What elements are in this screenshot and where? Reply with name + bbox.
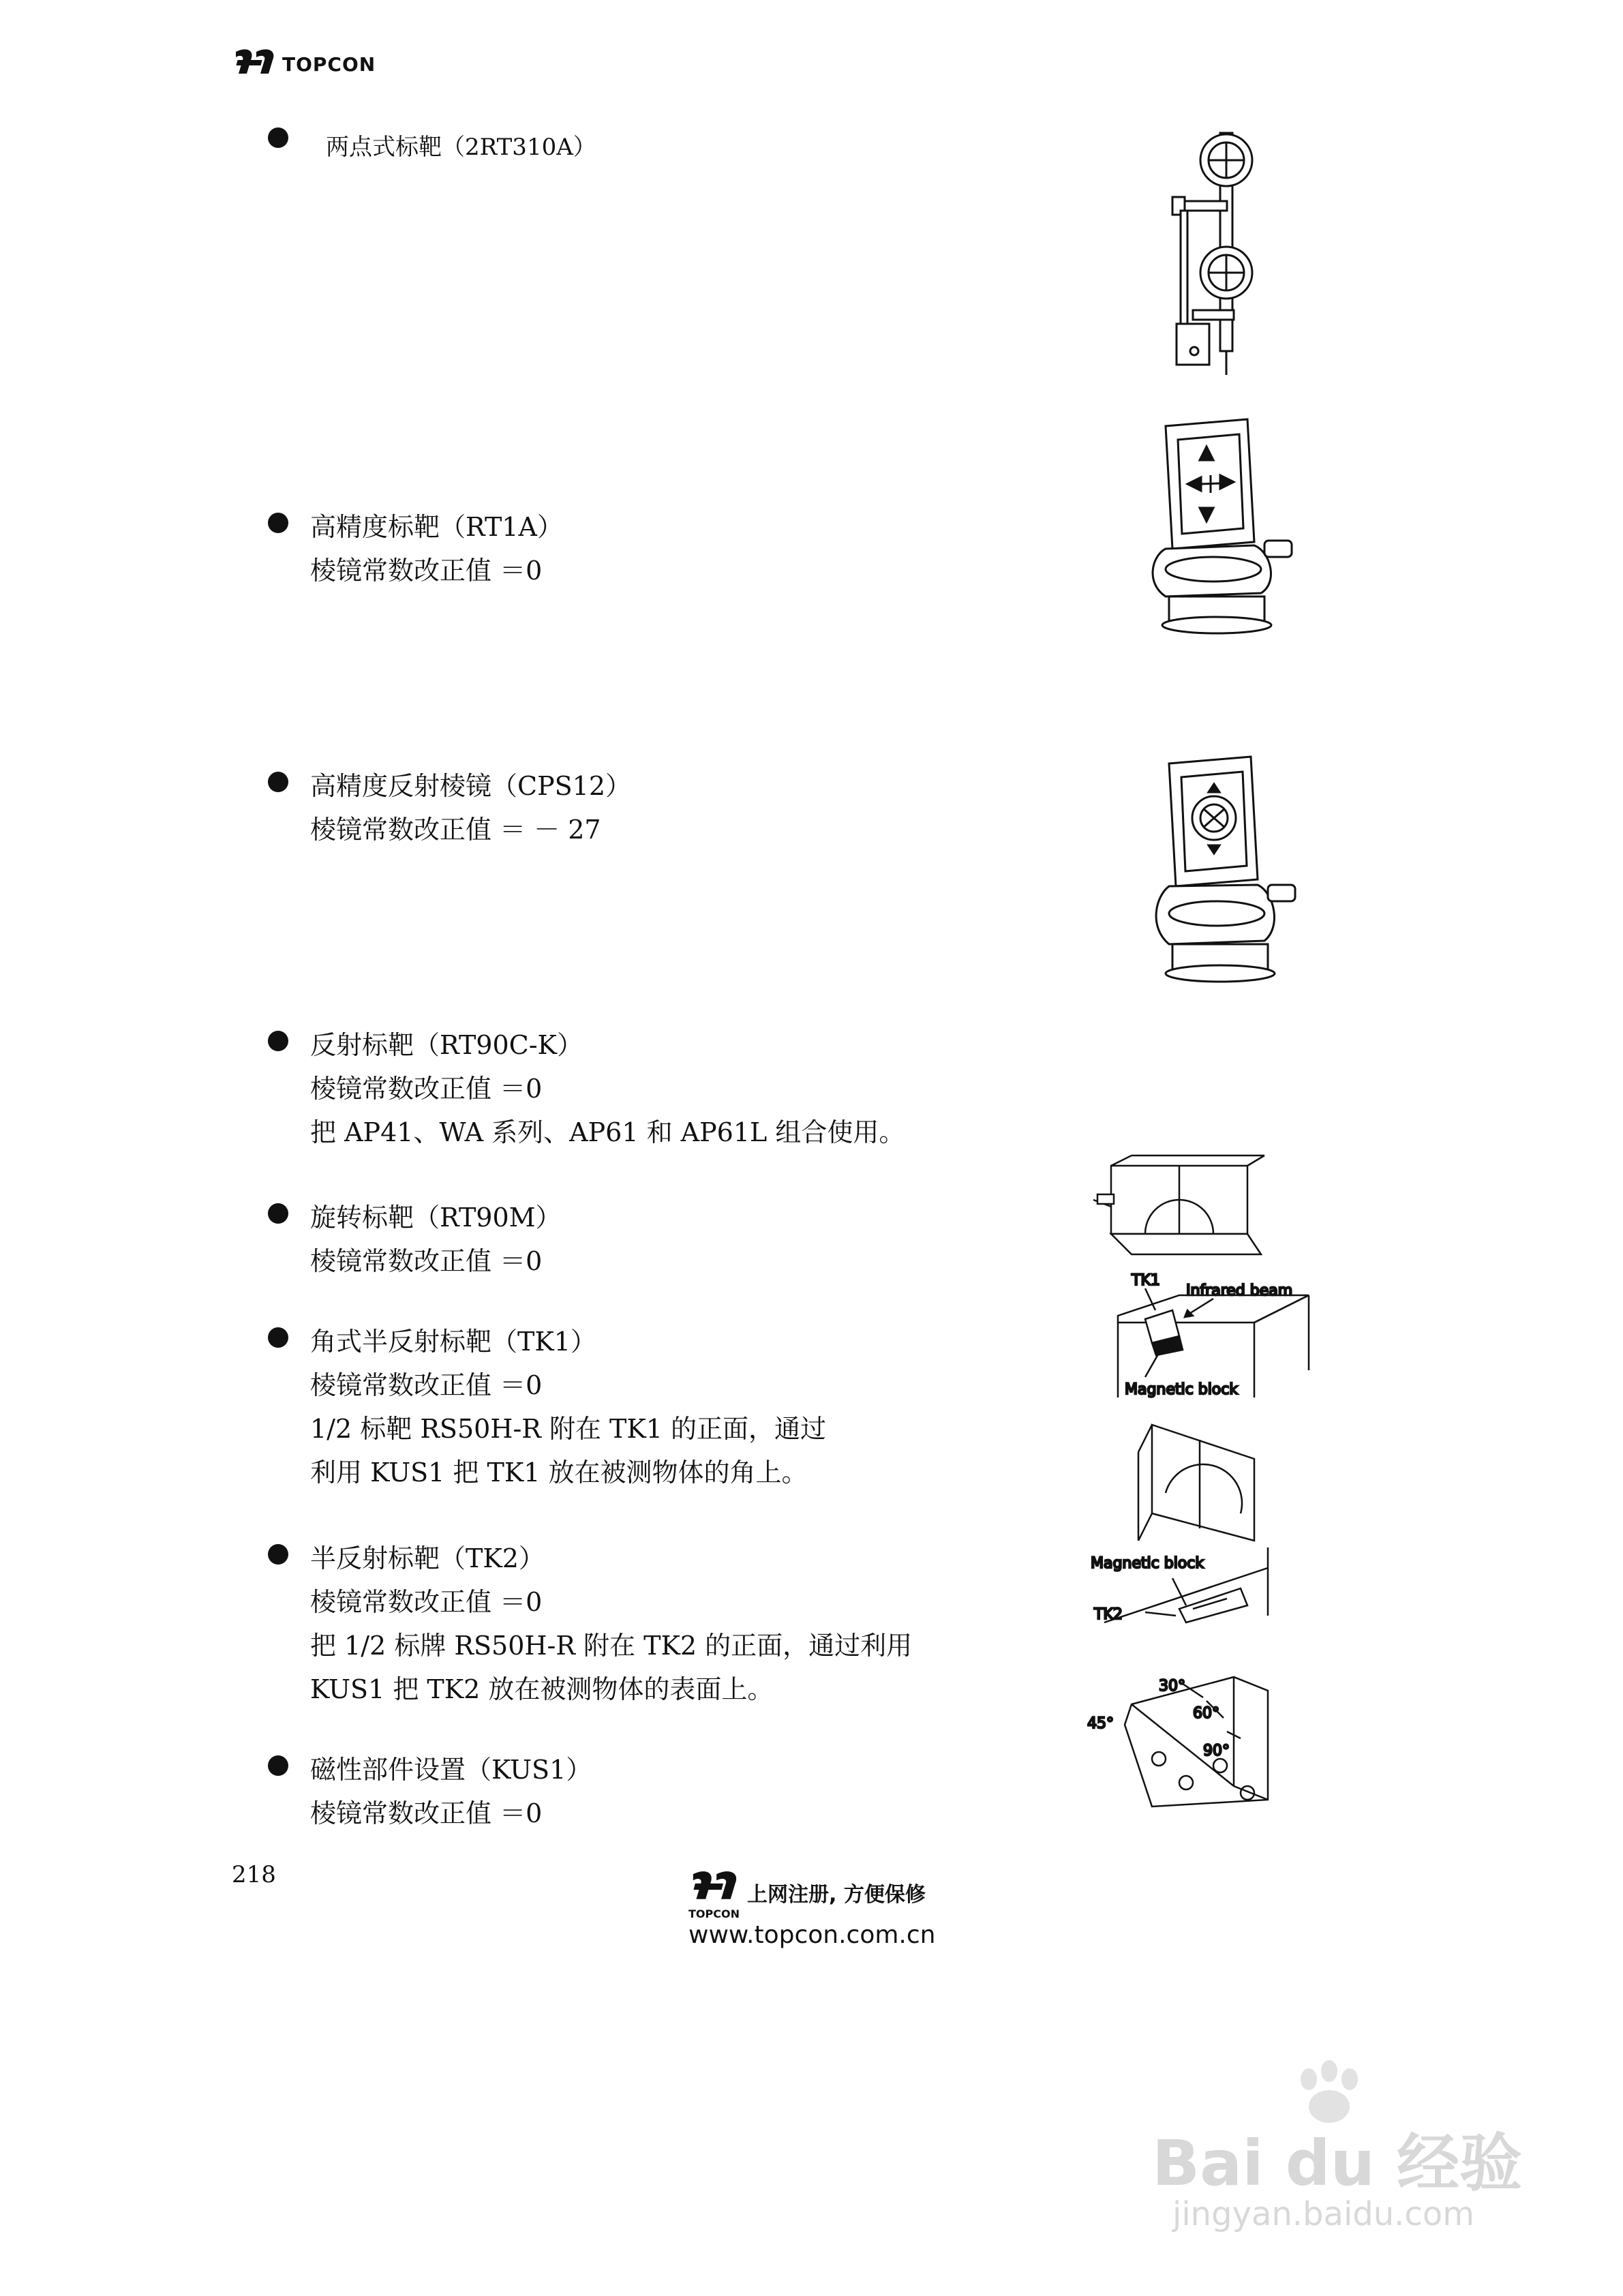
kus1-angle-60: 60° (1193, 1705, 1219, 1722)
bullet-icon (268, 1203, 288, 1224)
bullet-icon (268, 1031, 288, 1051)
item-line: 把 AP41、WA 系列、AP61 和 AP61L 组合使用。 (310, 1117, 905, 1147)
bullet-icon (268, 127, 288, 148)
cps12-prism-illustration (1128, 750, 1305, 988)
item-line: 棱镜常数改正值 ＝0 (310, 1074, 543, 1104)
item-line: 利用 KUS1 把 TK1 放在被测物体的角上。 (310, 1457, 808, 1487)
kus1-angle-30: 30° (1159, 1678, 1185, 1695)
item-title: 半反射标靶（TK2） (310, 1543, 545, 1573)
item-line: 棱镜常数改正值 ＝0 (310, 1246, 543, 1276)
bullet-icon (268, 1327, 288, 1348)
item-line: 棱镜常数改正值 ＝ － 27 (310, 815, 601, 845)
tk2-target-illustration (1091, 1411, 1295, 1643)
topcon-logo-icon (688, 1868, 743, 1905)
tk1-infrared-beam-label: Infrared beam (1186, 1282, 1293, 1299)
footer-brand-text: TOPCON (688, 1907, 740, 1920)
tk2-label: TK2 (1094, 1606, 1123, 1623)
item-line: 棱镜常数改正值 ＝0 (310, 1370, 543, 1400)
item-line: 棱镜常数改正值 ＝0 (310, 556, 543, 586)
item-line: KUS1 把 TK2 放在被测物体的表面上。 (310, 1674, 774, 1704)
item-line: 棱镜常数改正值 ＝0 (310, 1587, 543, 1617)
rt90m-target-illustration (1091, 1152, 1268, 1261)
tk1-label: TK1 (1132, 1272, 1160, 1289)
item-title: 两点式标靶（2RT310A） (326, 134, 596, 161)
item-title: 高精度标靶（RT1A） (310, 512, 563, 542)
topcon-logo-icon (232, 46, 279, 79)
baidu-watermark (1152, 2059, 1534, 2236)
two-point-target-illustration (1152, 126, 1281, 385)
item-line: 1/2 标靶 RS50H-R 附在 TK1 的正面，通过 (310, 1414, 827, 1444)
page-number: 218 (232, 1861, 276, 1888)
kus1-angle-45: 45° (1087, 1715, 1114, 1732)
item-line: 棱镜常数改正值 ＝0 (310, 1798, 543, 1828)
kus1-illustration (1084, 1663, 1288, 1820)
item-title: 磁性部件设置（KUS1） (310, 1755, 592, 1785)
footer-slogan: 上网注册, 方便保修 (747, 1883, 926, 1907)
item-title: 高精度反射棱镜（CPS12） (310, 771, 632, 801)
item-title: 旋转标靶（RT90M） (310, 1203, 562, 1233)
item-line: 把 1/2 标牌 RS50H-R 附在 TK2 的正面，通过利用 (310, 1631, 913, 1661)
bullet-icon (268, 1755, 288, 1776)
watermark-brand: Bai du 经验 (1152, 2127, 1523, 2200)
item-title: 角式半反射标靶（TK1） (310, 1327, 596, 1357)
bullet-icon (268, 513, 288, 533)
bullet-icon (268, 772, 288, 792)
tk2-magnetic-block-label: Magnetic block (1091, 1555, 1204, 1572)
header-brand-text: TOPCON (282, 53, 376, 76)
kus1-angle-90: 90° (1203, 1742, 1230, 1759)
watermark-url: jingyan.baidu.com (1172, 2195, 1474, 2233)
footer-url[interactable]: www.topcon.com.cn (688, 1921, 936, 1949)
bullet-icon (268, 1544, 288, 1565)
rt1a-target-illustration (1125, 412, 1302, 637)
tk1-magnetic-block-label: Magnetic block (1125, 1381, 1239, 1398)
header-logo (232, 46, 395, 82)
tk1-target-illustration (1104, 1268, 1322, 1404)
footer-logo (688, 1868, 975, 1950)
item-title: 反射标靶（RT90C-K） (310, 1030, 583, 1060)
